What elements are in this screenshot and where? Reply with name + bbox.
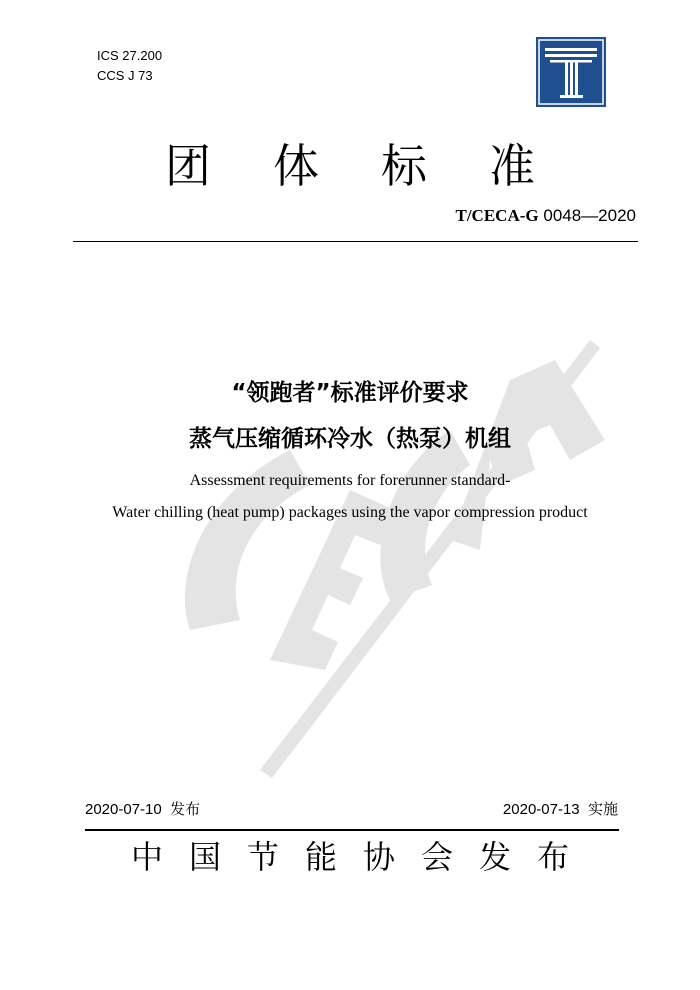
standard-logo-icon	[536, 37, 606, 107]
ccs-code: CCS J 73	[97, 68, 153, 83]
document-type-title: 团体标准	[165, 139, 597, 193]
ics-code: ICS 27.200	[97, 48, 163, 63]
standard-prefix: T/CECA-G	[455, 206, 539, 225]
publisher-name: 中国节能协会发布	[130, 838, 595, 876]
footer-divider	[85, 829, 619, 831]
classification-codes	[97, 46, 162, 86]
title-en-line1: Assessment requirements for forerunner standard-	[189, 472, 511, 489]
header-divider	[73, 241, 638, 242]
standard-year-number: 0048—2020	[543, 206, 636, 225]
title-en-line2: Water chilling (heat pump) packages using the vapor compression product	[112, 504, 588, 521]
implementation-date: 2020-07-13 实施	[502, 801, 618, 818]
title-cn-line1: “领跑者”标准评价要求	[231, 380, 469, 406]
issue-date: 2020-07-10 发布	[85, 801, 201, 818]
title-cn-line2: 蒸气压缩循环冷水（热泵）机组	[189, 426, 511, 452]
ceca-watermark-icon	[150, 300, 630, 780]
standard-number	[456, 206, 637, 226]
